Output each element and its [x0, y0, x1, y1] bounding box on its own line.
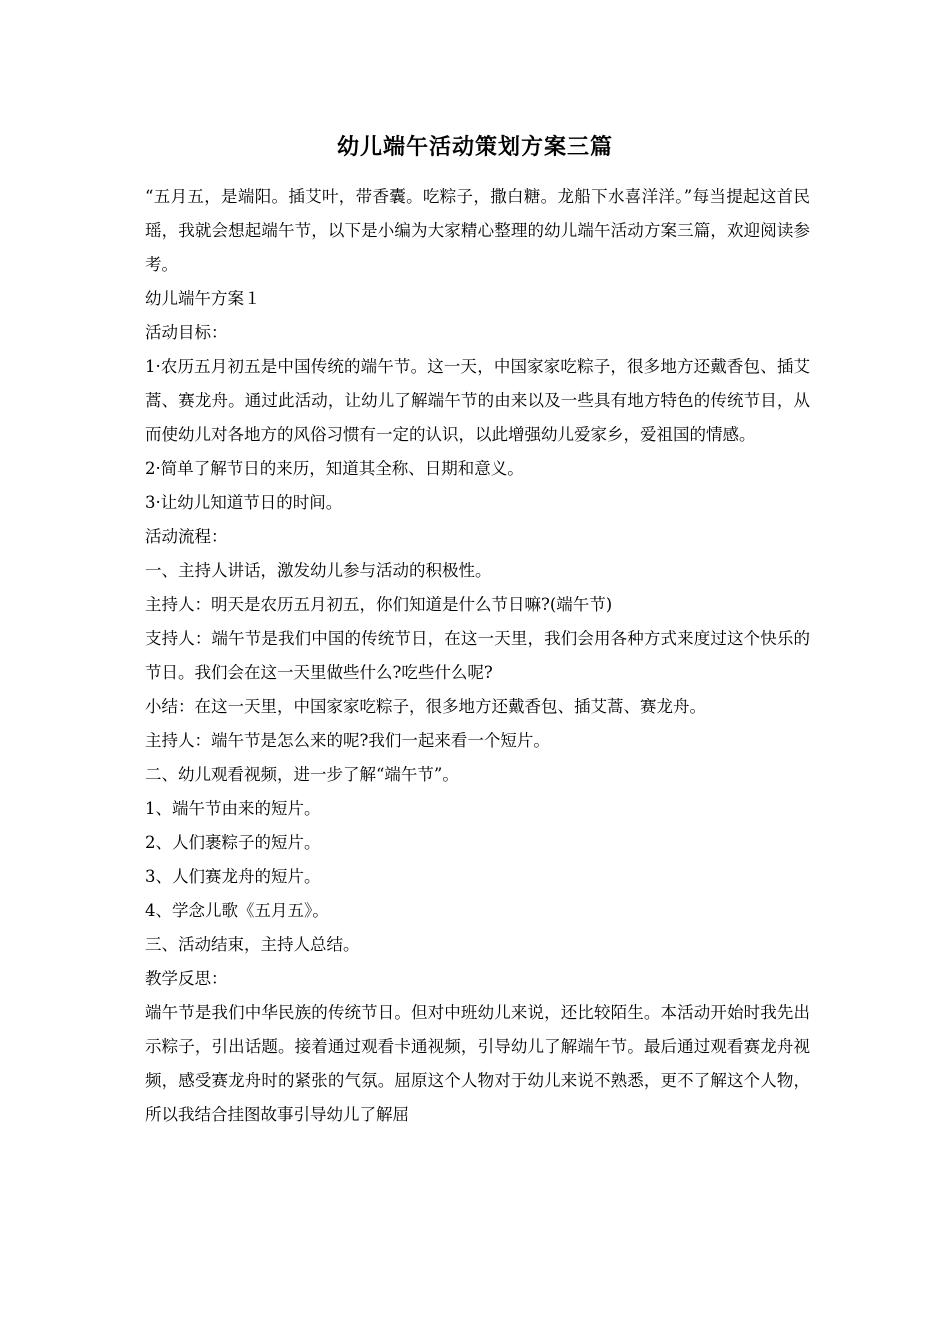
- subheading-teaching-reflection: 教学反思：: [145, 969, 228, 988]
- subheading-activity-process: 活动流程：: [145, 527, 228, 546]
- document-title: 幼儿端午活动策划方案三篇: [336, 134, 613, 160]
- host-line-2: 支持人：端午节是我们中国的传统节日，在这一天里，我们会用各种方式来度过这个快乐的节日。我们会在这一天里做些什么?吃些什么呢?: [145, 629, 810, 682]
- process-step-2: 二、幼儿观看视频，进一步了解“端午节”。: [145, 765, 459, 784]
- goal-item-3: 3·让幼儿知道节日的时间。: [145, 493, 343, 512]
- section-heading-plan-1: 幼儿端午方案１: [145, 289, 261, 308]
- reflection-paragraph: 端午节是我们中华民族的传统节日。但对中班幼儿来说，还比较陌生。本活动开始时我先出示粽子，引出话题。接着通过观看卡通视频，引导幼儿了解端午节。最后通过观看赛龙舟视频，感受赛龙舟时的紧张的气氛。屈原这个人物对于幼儿来说不熟悉，更不了解这个人物，所以我结合挂图故事引导幼儿了解屈: [145, 1003, 810, 1124]
- video-item-1: 1、端午节由来的短片。: [145, 799, 321, 818]
- goal-item-1: 1·农历五月初五是中国传统的端午节。这一天，中国家家吃粽子，很多地方还戴香包、插艾蒿、赛龙舟。通过此活动，让幼儿了解端午节的由来以及一些具有地方特色的传统节目，从而使幼儿对各地方的风俗习惯有一定的认识，以此增强幼儿爱家乡，爱祖国的情感。: [145, 357, 810, 444]
- host-line-3: 主持人：端午节是怎么来的呢?我们一起来看一个短片。: [145, 731, 550, 750]
- summary-line: 小结：在这一天里，中国家家吃粽子，很多地方还戴香包、插艾蒿、赛龙舟。: [145, 697, 706, 716]
- video-item-3: 3、人们赛龙舟的短片。: [145, 867, 321, 886]
- video-item-2: 2、人们裹粽子的短片。: [145, 833, 321, 852]
- process-step-3: 三、活动结束，主持人总结。: [145, 935, 360, 954]
- document-body: [145, 180, 810, 1132]
- goal-item-2: 2·简单了解节日的来历，知道其全称、日期和意义。: [145, 459, 524, 478]
- intro-paragraph: “五月五，是端阳。插艾叶，带香囊。吃粽子，撒白糖。龙船下水喜洋洋。”每当提起这首民瑶，我就会想起端午节，以下是小编为大家精心整理的幼儿端午活动方案三篇，欢迎阅读参考。: [145, 187, 810, 274]
- host-line-1: 主持人：明天是农历五月初五，你们知道是什么节日嘛?(端午节): [145, 595, 613, 614]
- subheading-activity-goals: 活动目标：: [145, 323, 228, 342]
- video-item-4: 4、学念儿歌《五月五》。: [145, 901, 329, 920]
- process-step-1: 一、主持人讲话，激发幼儿参与活动的积极性。: [145, 561, 492, 580]
